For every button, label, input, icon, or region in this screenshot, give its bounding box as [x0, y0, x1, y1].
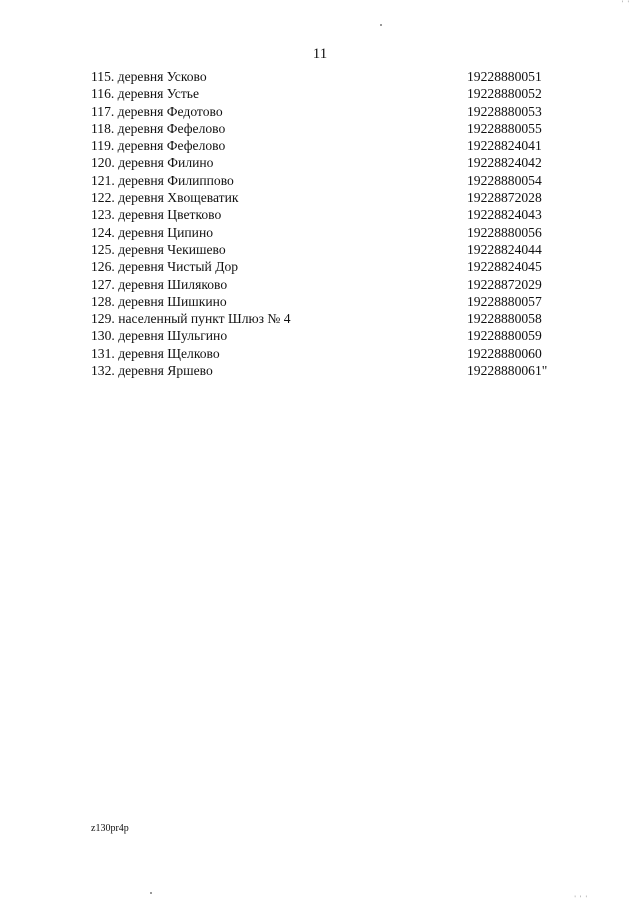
list-item	[91, 85, 561, 102]
list-item	[91, 345, 561, 362]
settlement-name: 119. деревня Фефелово	[91, 138, 226, 154]
scan-mark-top: ' '	[621, 0, 630, 7]
settlement-name: 118. деревня Фефелово	[91, 120, 226, 136]
settlement-code: 19228824045	[467, 259, 542, 275]
settlement-code: 19228824043	[467, 207, 542, 223]
settlement-code: 19228880058	[467, 311, 542, 327]
page-number: 11	[312, 46, 328, 62]
list-item	[91, 189, 561, 206]
settlement-code: 19228880057	[467, 293, 542, 309]
settlement-code: 19228880059	[467, 328, 542, 344]
settlement-name: 131. деревня Щелково	[91, 345, 220, 361]
list-item	[91, 172, 561, 189]
settlement-code: 19228880053	[467, 103, 542, 119]
scan-mark-bottom: ' ' '	[574, 895, 588, 902]
list-item	[91, 68, 561, 85]
settlement-code: 19228880054	[467, 172, 542, 188]
list-item	[91, 120, 561, 137]
list-item	[91, 310, 561, 327]
scan-speck	[380, 24, 382, 26]
list-item	[91, 327, 561, 344]
settlement-code: 19228824042	[467, 155, 542, 171]
list-item	[91, 224, 561, 241]
settlement-name: 123. деревня Цветково	[91, 207, 222, 223]
settlement-code: 19228872028	[467, 190, 542, 206]
settlement-name: 115. деревня Усково	[91, 69, 207, 84]
settlement-code: 19228872029	[467, 276, 542, 292]
settlement-name: 124. деревня Ципино	[91, 224, 214, 240]
settlement-list	[91, 68, 561, 379]
footer-document-code: z130pr4p	[91, 823, 129, 834]
scan-speck	[150, 892, 152, 894]
list-item	[91, 103, 561, 120]
list-item	[91, 362, 561, 379]
settlement-code: 19228880061"	[467, 363, 548, 379]
settlement-code: 19228880056	[467, 224, 542, 240]
settlement-name: 126. деревня Чистый Дор	[91, 259, 239, 275]
settlement-code: 19228880055	[467, 120, 542, 136]
settlement-name: 125. деревня Чекишево	[91, 241, 226, 257]
settlement-name: 127. деревня Шиляково	[91, 276, 228, 292]
list-item	[91, 276, 561, 293]
settlement-name: 130. деревня Шульгино	[91, 328, 228, 344]
list-item	[91, 258, 561, 275]
settlement-name: 132. деревня Яршево	[91, 363, 213, 379]
list-item	[91, 241, 561, 258]
list-item	[91, 206, 561, 223]
list-item	[91, 293, 561, 310]
settlement-code: 19228880051	[467, 69, 542, 84]
list-item	[91, 137, 561, 154]
settlement-code: 19228824041	[467, 138, 542, 154]
settlement-name: 128. деревня Шишкино	[91, 293, 227, 309]
settlement-code: 19228880052	[467, 86, 542, 102]
settlement-name: 122. деревня Хвощеватик	[91, 190, 239, 206]
settlement-code: 19228880060	[467, 345, 542, 361]
settlement-name: 129. населенный пункт Шлюз № 4	[91, 311, 291, 327]
settlement-code: 19228824044	[467, 241, 542, 257]
list-item	[91, 154, 561, 171]
settlement-name: 121. деревня Филиппово	[91, 172, 234, 188]
settlement-name: 117. деревня Федотово	[91, 103, 223, 119]
settlement-name: 120. деревня Филино	[91, 155, 214, 171]
settlement-name: 116. деревня Устье	[91, 86, 200, 102]
